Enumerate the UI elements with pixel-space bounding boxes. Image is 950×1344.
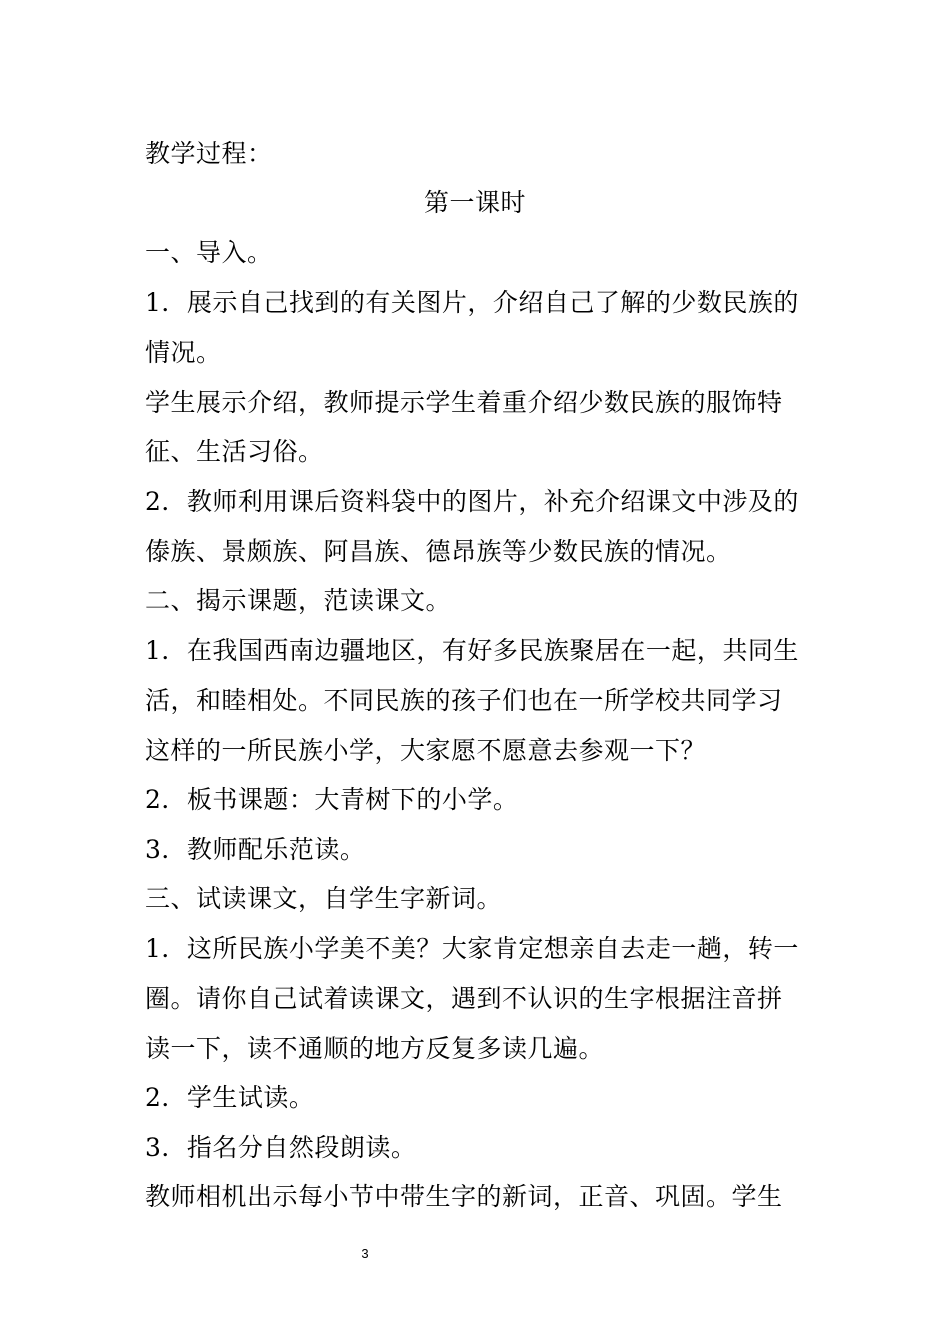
paragraph-line: 征、生活习俗。 [145, 437, 324, 466]
section-heading-introduction: 一、导入。 [145, 238, 273, 267]
paragraph-line: 2．学生试读。 [145, 1083, 315, 1112]
paragraph-line: 1．展示自己找到的有关图片，介绍自己了解的少数民族的 [145, 288, 799, 317]
paragraph-line: 1．这所民族小学美不美？大家肯定想亲自去走一趟，转一 [145, 934, 799, 963]
paragraph-line: 傣族、景颇族、阿昌族、德昂族等少数民族的情况。 [145, 537, 732, 566]
section-heading-reveal-title: 二、揭示课题，范读课文。 [145, 586, 452, 615]
paragraph-line: 2．教师利用课后资料袋中的图片，补充介绍课文中涉及的 [145, 487, 799, 516]
section-heading-teaching-process: 教学过程： [145, 139, 273, 168]
paragraph-line: 1．在我国西南边疆地区，有好多民族聚居在一起，共同生 [145, 636, 799, 665]
paragraph-line: 学生展示介绍，教师提示学生着重介绍少数民族的服饰特 [145, 388, 783, 417]
paragraph-line: 3．指名分自然段朗读。 [145, 1133, 417, 1162]
paragraph-line: 教师相机出示每小节中带生字的新词，正音、巩固。学生 [145, 1182, 783, 1211]
page-number: 3 [361, 1246, 369, 1261]
paragraph-line: 3．教师配乐范读。 [145, 835, 366, 864]
paragraph-line: 圈。请你自己试着读课文，遇到不认识的生字根据注音拼 [145, 984, 783, 1013]
lesson-title: 第一课时 [423, 188, 526, 217]
section-heading-trial-reading: 三、试读课文，自学生字新词。 [145, 884, 503, 913]
paragraph-line: 情况。 [145, 338, 222, 367]
paragraph-line: 活，和睦相处。不同民族的孩子们也在一所学校共同学习 [145, 686, 783, 715]
paragraph-line: 2．板书课题：大青树下的小学。 [145, 785, 519, 814]
paragraph-line: 读一下，读不通顺的地方反复多读几遍。 [145, 1034, 605, 1063]
paragraph-line: 这样的一所民族小学，大家愿不愿意去参观一下？ [145, 736, 707, 765]
